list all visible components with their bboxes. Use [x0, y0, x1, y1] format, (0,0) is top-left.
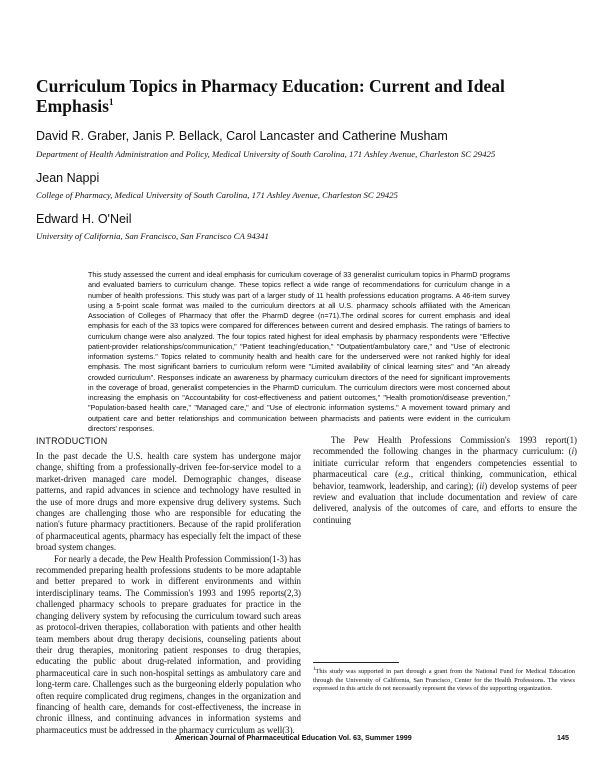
list-marker-ii: ii	[479, 480, 485, 491]
body-column-right	[313, 435, 577, 526]
author-names-group-3: Edward H. O'Neil	[36, 212, 132, 226]
abbreviation-eg: e.g.	[398, 469, 411, 480]
footnote-separator	[313, 662, 399, 663]
article-title-text: Curriculum Topics in Pharmacy Education: Current and Ideal Emphasis	[36, 76, 505, 116]
page-number: 145	[557, 733, 569, 742]
paragraph-3-part-1: The Pew Health Professions Commission's 1993 report(1) recommended the following changes in the pharmacy curriculum: (	[313, 435, 577, 457]
author-affiliation-2: College of Pharmacy, Medical University of South Carolina, 171 Ashley Avenue, Charleston SC 29425	[36, 190, 398, 200]
author-affiliation-1: Department of Health Administration and Policy, Medical University of South Carolina, 171 Ashley Avenue, Charleston SC 29425	[36, 149, 496, 159]
abstract: This study assessed the current and ideal emphasis for curriculum coverage of 33 generalist curriculum topics in PharmD programs and evaluated barriers to curriculum change. These topics reflect a wide range of recommendations for curriculum change in a number of health professions. This study was part of a larger study of 11 health professions education programs. A 46-item survey using a 5-point scale format was mailed to the curriculum directors at all U.S. pharmacy schools affiliated with the American Association of Colleges of Pharmacy that offer the PharmD degree (n=71).The ordinal scores for current emphasis and ideal emphasis for each of the 33 topics were compared for differences between current and desired emphasis. The ratings of barriers to curriculum change were also analyzed. The four topics rated highest for ideal emphasis by pharmacy respondents were "Effective patient-provider relationships/communication," "Patient teaching/education," "Outpatient/ambulatory care," and "Use of electronic information systems." Topics related to community health and health care for the underserved were not ranked highly for ideal emphasis. The most significant barriers to curriculum reform were "Limited availability of clinical learning sites" and "An already crowded curriculum". Responses indicate an awareness by pharmacy curriculum directors of the need for significant improvements in the coverage of broad, generalist competencies in the PharmD curriculum. The curriculum directors were most concerned about increasing the emphasis on "Accountability for cost-effectiveness and patient outcomes," "Health promotion/disease prevention," "Population-based health care," "Managed care," and "Use of electronic information systems." A movement toward primary and outpatient care and better relationships and communication between pharmacists and patients were evident in the curriculum directors' responses.	[88, 270, 510, 433]
paragraph-1: In the past decade the U.S. health care system has undergone major change, shifting from a professionally-driven fee-for-service model to a market-driven managed care model. Demographic changes, disease patterns, and rapid advances in science and technology have resulted in the use of more drugs and more expensive drug delivery systems. Such changes are challenging those who are responsible for educating the nation's future pharmacy practitioners. Because of the rapid proliferation of pharmaceutical agents, pharmacy has especially felt the impact of these broad system changes.	[36, 451, 301, 553]
paragraph-3	[313, 435, 577, 526]
author-affiliation-3: University of California, San Francisco, San Francisco CA 94341	[36, 231, 269, 241]
author-names-group-2: Jean Nappi	[36, 171, 100, 185]
paragraph-3-part-4: ) develop systems of peer review and evaluation that include documentation and review of care delivered, analysis of the outcomes of care, and efforts to ensure the continuing	[313, 480, 577, 525]
paragraph-3-part-2: ) initiate curricular reform that engenders competencies essential to pharmaceutical care (	[313, 446, 577, 480]
list-marker-i: i	[571, 446, 575, 457]
footnote-mark: 1	[313, 667, 316, 672]
body-column-left	[36, 436, 301, 736]
paragraph-3-part-3: , critical thinking, communication, ethical behavior, teamwork, leadership, and caring); (	[313, 469, 577, 491]
footnote-text: This study was supported in part through a grant from the National Fund for Medical Education through the University of California, San Francisco, Center for the Health Professions. The views expressed in this article do not necessarily represent the views of the supporting organization.	[313, 668, 575, 693]
section-heading-introduction: INTRODUCTION	[36, 436, 108, 446]
author-names-group-1: David R. Graber, Janis P. Bellack, Carol Lancaster and Catherine Musham	[36, 129, 448, 143]
title-footnote-mark: 1	[108, 97, 114, 108]
article-title	[36, 76, 566, 116]
paragraph-2: For nearly a decade, the Pew Health Profession Commission(1-3) has recommended preparing health professions students to be more adaptable and better prepared to work in different environments and within interdisciplinary teams. The Commission's 1993 and 1995 reports(2,3) challenged pharmacy schools to prepare graduates for practice in the changing delivery system by refocusing the curriculum toward such areas as protocol-driven therapies, collaboration with patients and other health team members about drug therapy decisions, counseling patients about their drug therapies, monitoring patient responses to drug therapies, educating the public about drug-related information, and providing pharmaceutical care in such non-hospital settings as ambulatory care and long-term care. Challenges such as the burgeoning elderly population who often require complicated drug regimens, changes in the organization and financing of health care, demands for cost-effectiveness, the increase in chronic illness, and continuing advances in information systems and pharmaceutics must be addressed in the pharmacy curriculum as well(3).	[36, 553, 301, 735]
footnote	[313, 666, 575, 694]
running-footer-journal: American Journal of Pharmaceutical Education Vol. 63, Summer 1999	[175, 733, 412, 742]
